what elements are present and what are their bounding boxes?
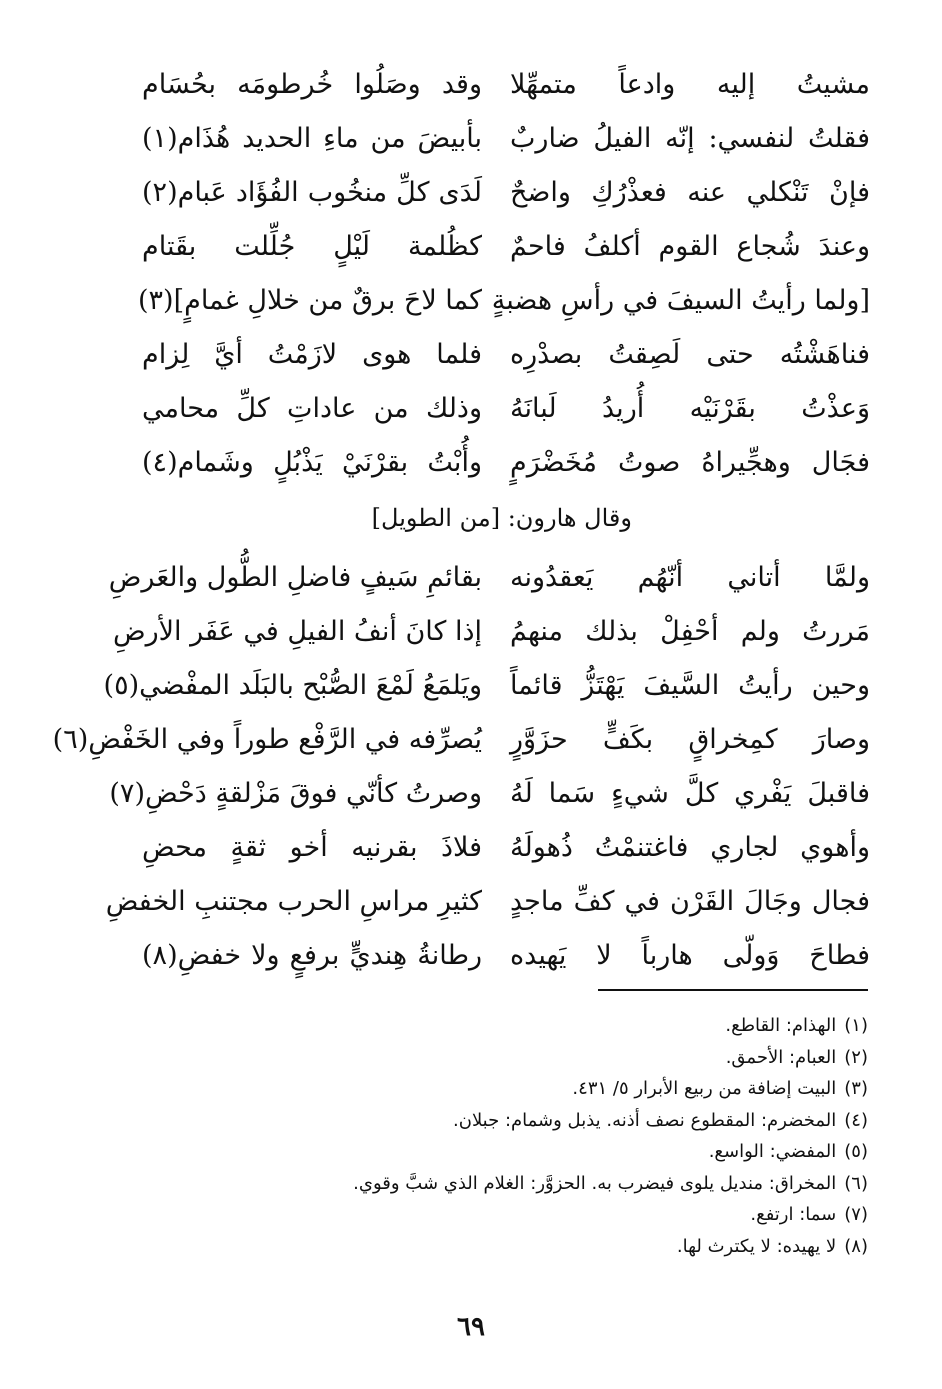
footnote-text: البيت إضافة من ربيع الأبرار ٥/ ٤٣١.	[572, 1078, 837, 1099]
footnote-text: العبام: الأحمق.	[725, 1046, 837, 1068]
verse-second-hemistich: كظُلمة لَيْلٍ جُلِّلت بقَتام	[142, 231, 482, 262]
verse-second-hemistich: وصرتُ كأنّي فوقَ مَزْلقةٍ دَحْضِ(٧)	[109, 778, 482, 809]
verse-second-hemistich: يُصرِّفه في الرَّفْع طوراً وفي الخَفْضِ(٦)	[52, 724, 482, 755]
footnote	[108, 1199, 868, 1231]
footnote	[108, 1010, 868, 1042]
verse	[0, 170, 942, 216]
poem-intro-heading: وقال هارون: [من الطويل]	[371, 504, 632, 532]
verse-first-hemistich: فقلتُ لنفسي: إنّه الفيلُ ضاربٌ	[510, 123, 870, 154]
verse	[0, 116, 942, 162]
footnote-text: المفضي: الواسع.	[708, 1141, 837, 1162]
footnotes	[108, 1010, 868, 1262]
verse	[0, 879, 942, 925]
verse-second-hemistich: كثيرِ مراسِ الحرب مجتنبِ الخفضِ	[105, 886, 482, 917]
verse-first-hemistich: فناهَشْتُه حتى لَصِقتُ بصدْرِه	[510, 339, 870, 370]
verse	[0, 332, 942, 378]
footnote-text: المخضرم: المقطوع نصف أذنه. يذبل وشمام: جبلان.	[453, 1109, 837, 1131]
footnote-text: الهذام: القاطع.	[725, 1015, 837, 1036]
page-number: ٦٩	[457, 1312, 485, 1342]
footnote-number: (٨)	[844, 1235, 868, 1257]
footnote-number: (١)	[844, 1015, 868, 1036]
footnote-text: المخراق: منديل يلوى فيضرب به. الحزوَّر: الغلام الذي شبَّ وقوي.	[353, 1172, 837, 1194]
verse	[0, 609, 942, 655]
verse-first-hemistich: مشيتُ إليه وادعاً متمهِّلا	[510, 69, 870, 100]
verse-first-hemistich: فاقبلَ يَفْري كلَّ شيءٍ سَما لَهُ	[510, 778, 870, 809]
verse-second-hemistich: لَدَى كلِّ منخُوب الفُؤَاد عَبام(٢)	[142, 177, 482, 208]
verse-second-hemistich: فلما هوى لازَمْتُ أيَّ لِزام	[142, 339, 482, 370]
footnote	[108, 1136, 868, 1168]
verse-second-hemistich: وأُبْتُ بقرْنَيْ يَذْبُلٍ وشَمام(٤)	[142, 447, 482, 478]
verse	[0, 440, 942, 486]
verse-second-hemistich: ويَلمَعُ لَمْعَ الصُّبْح بالبَلَد المفْضي(٥)	[103, 670, 482, 701]
verse	[0, 771, 942, 817]
verse-first-hemistich: وصارَ كمِخراقٍ بكَفٍّ حزَوَّرٍ	[510, 724, 870, 755]
verse-first-hemistich: وَعذْتُ بقَرْنَيْه أُريدُ لَبانَهُ	[510, 393, 870, 424]
footnote	[108, 1231, 868, 1263]
footnote-number: (٣)	[844, 1078, 868, 1099]
verse	[0, 278, 942, 324]
verse	[0, 717, 942, 763]
footnote-text: لا يهيده: لا يكترث لها.	[676, 1235, 837, 1257]
verse	[0, 555, 942, 601]
verse-first-hemistich: فطاحَ وَولّى هارباً لا يَهيده	[510, 940, 870, 971]
verse	[0, 663, 942, 709]
verse-first-hemistich: وأهوي لجاري فاغتنمْتُ ذُهولَهُ	[510, 832, 870, 863]
footnote	[108, 1168, 868, 1200]
footnote-text: سما: ارتفع.	[750, 1204, 837, 1225]
verse	[0, 62, 942, 108]
verse-second-hemistich: كما لاحَ برقٌ من خلالِ غمامٍ](٣)	[137, 285, 482, 316]
verse-second-hemistich: إذا كانَ أنفُ الفيلِ في عَفَر الأرضِ	[112, 616, 482, 647]
verse-first-hemistich: ولمَّا أتاني أنّهُم يَعقدُونه	[510, 562, 870, 593]
verse	[0, 224, 942, 270]
verse-first-hemistich: فجَال وهجِّيراهُ صوتُ مُخَضْرَمٍ	[510, 447, 870, 478]
verse-first-hemistich: فإنْ تَنْكلي عنه فعذْرُكِ واضحٌ	[510, 177, 870, 208]
footnote-number: (٢)	[844, 1046, 868, 1068]
footnote	[108, 1105, 868, 1137]
footnote-number: (٤)	[844, 1109, 868, 1131]
verse-first-hemistich: وعندَ شُجاع القوم أكلفُ فاحمٌ	[510, 231, 870, 262]
verse-first-hemistich: [ولما رأيتُ السيفَ في رأسِ هضبةٍ	[491, 285, 870, 316]
footnote	[108, 1042, 868, 1074]
verse-first-hemistich: فجال وجَالَ القَرْن في كفِّ ماجدٍ	[510, 886, 870, 917]
verse-second-hemistich: بأبيضَ من ماءِ الحديد هُذَام(١)	[142, 123, 482, 154]
footnote	[108, 1073, 868, 1105]
verse	[0, 386, 942, 432]
verse	[0, 825, 942, 871]
verse-first-hemistich: وحين رأيتُ السَّيفَ يَهْتَزُّ قائماً	[510, 670, 870, 701]
verse-second-hemistich: رطانةُ هِنديٍّ برفعٍ ولا خفضِ(٨)	[142, 940, 482, 971]
verse-second-hemistich: بقائمِ سَيفٍ فاضلِ الطُّول والعَرضِ	[108, 562, 482, 593]
footnote-number: (٥)	[844, 1141, 868, 1162]
verse-second-hemistich: فلاذَ بقرنيه أخو ثقةٍ محضِ	[142, 832, 482, 863]
footnote-separator	[598, 989, 868, 991]
footnote-number: (٦)	[844, 1172, 868, 1194]
verse-second-hemistich: وذلك من عاداتِ كلِّ محامي	[142, 393, 482, 424]
verse-second-hemistich: وقد وصَلُوا خُرطومَه بحُسَام	[142, 69, 482, 100]
footnote-number: (٧)	[844, 1204, 868, 1225]
verse	[0, 933, 942, 979]
verse-first-hemistich: مَررتُ ولم أحْفِلْ بذلك منهمُ	[510, 616, 870, 647]
